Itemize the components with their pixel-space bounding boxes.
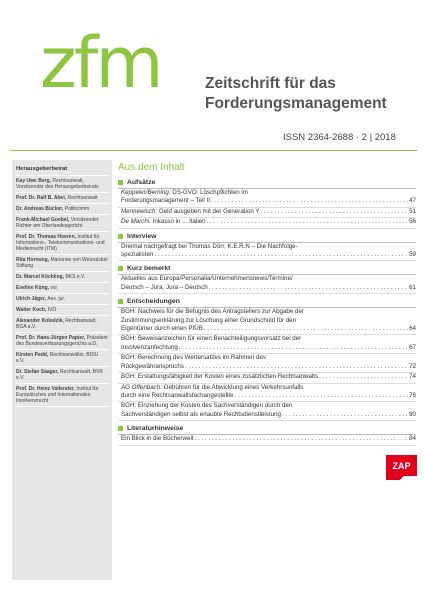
leader-dots <box>211 197 408 205</box>
toc-entry[interactable] <box>118 275 416 294</box>
title-line-2: Forderungsmanagement <box>205 95 387 112</box>
toc-entry[interactable] <box>118 384 416 403</box>
leader-dots <box>154 251 408 259</box>
advisory-board-list <box>16 176 108 407</box>
member-name: Ulrich Jäger, <box>16 296 48 302</box>
entry-text: BGH: Nachweis für die Befugnis des Antragstellers zur Abgabe der <box>121 308 304 316</box>
entry-text: BGH: Berechnung des Wertersatzes im Rahmen des <box>121 354 267 362</box>
member-role: Politicomm <box>64 206 90 212</box>
advisory-board-member <box>16 294 108 305</box>
toc-entry[interactable] <box>118 402 416 421</box>
member-role: Ass. jur. <box>47 296 66 302</box>
toc-section <box>118 232 416 262</box>
toc-section <box>118 178 416 229</box>
member-name: Prof. Dr. Heinz Vallender, <box>16 386 77 392</box>
leader-dots <box>234 392 408 400</box>
advisory-board-sidebar <box>12 160 112 580</box>
publisher-logo: ZAP <box>386 455 417 476</box>
entry-text: Aktuelles aus Europa/Personalia/Unternehmensnews/Termine/ <box>121 275 293 283</box>
header-divider <box>10 150 417 151</box>
issn-info: ISSN 2364-2688 · 2 | 2018 <box>283 132 396 143</box>
advisory-board-member <box>16 305 108 316</box>
advisory-board-member <box>16 193 108 204</box>
entry-text: Ein Blick in die Bücherwelt <box>121 435 194 443</box>
advisory-board-member <box>16 215 108 232</box>
entry-text: Inkasso in ... Italien <box>152 218 206 226</box>
toc-section <box>118 424 416 445</box>
leader-dots <box>261 208 409 216</box>
toc-entry[interactable] <box>118 218 416 228</box>
section-title: Literaturhinweise <box>127 425 184 433</box>
toc-entry[interactable] <box>118 354 416 373</box>
entry-page: 74 <box>409 373 416 381</box>
entry-text: BGH: Einziehung der Kosten des Sachverständigen durch den <box>121 402 293 410</box>
entry-page: 61 <box>409 283 416 291</box>
member-role: Präsident des Bundesverfassungsgerichts a.D. <box>16 335 108 347</box>
bullet-square-icon <box>118 180 123 185</box>
toc-entry[interactable] <box>118 435 416 445</box>
entry-author: Keppeler/Berning: <box>121 189 173 196</box>
entry-text: spezialisten <box>121 251 154 259</box>
entry-text: DS-GVO: Löschpflichten im <box>172 189 248 196</box>
member-name: Kirsten Pedd, <box>16 352 50 358</box>
section-heading <box>118 297 416 308</box>
leader-dots <box>209 284 408 292</box>
section-heading <box>118 264 416 275</box>
entry-page: 51 <box>409 207 416 215</box>
bullet-square-icon <box>118 299 123 304</box>
member-name: Prof. Dr. Hans-Jürgen Papier, <box>16 335 87 341</box>
section-title: Aufsätze <box>127 179 156 186</box>
section-heading <box>118 178 416 189</box>
member-name: Dr. Andreas Bücker, <box>16 206 65 212</box>
advisory-board-member <box>16 232 108 255</box>
entry-page: 64 <box>409 325 416 333</box>
toc-entry[interactable] <box>118 308 416 335</box>
member-role: Rechtsanwalt <box>67 195 98 201</box>
journal-logo: zfm <box>40 22 161 104</box>
member-name: Rita Hornung, <box>16 257 51 263</box>
sidebar-heading: Herausgeberbeirat <box>16 164 108 176</box>
advisory-board-member <box>16 204 108 215</box>
contents-heading: Aus dem Inhalt <box>118 162 185 173</box>
advisory-board-member <box>16 176 108 193</box>
entry-text: durch eine Rechtsanwaltsfachangestellte <box>121 391 234 399</box>
entry-page: 80 <box>409 410 416 418</box>
advisory-board-member <box>16 333 108 350</box>
member-name: Walter Koch, <box>16 307 48 313</box>
member-name: Dr. Stefan Saager, <box>16 369 60 375</box>
advisory-board-member <box>16 384 108 407</box>
journal-title <box>205 74 415 114</box>
leader-dots <box>195 435 409 443</box>
section-title: Interview <box>127 232 157 240</box>
member-role: Institut für Informations-, Telekommunikations- und Medienrecht (ITM) <box>16 234 105 252</box>
member-role: Rechtsanwalt, BVR e.V. <box>16 369 103 381</box>
leader-dots <box>204 325 408 333</box>
member-role: IVO <box>47 307 57 313</box>
entry-text: Geld ausgeben mit der Generation Y <box>158 207 260 215</box>
member-role: Rechtsanwalt, Vorsitzender des Herausgeberbeirats <box>16 178 99 190</box>
toc-entry[interactable] <box>118 189 416 208</box>
toc-section <box>118 264 416 294</box>
toc-entry[interactable] <box>118 335 416 354</box>
entry-page: 84 <box>409 435 416 443</box>
toc-section <box>118 297 416 421</box>
leader-dots <box>319 373 408 381</box>
entry-author: AG Offenbach: <box>121 383 164 391</box>
member-name: Prof. Dr. Ralf B. Abel, <box>16 195 68 201</box>
entry-text: Rückgewähranspruchs <box>121 362 184 370</box>
section-heading <box>118 424 416 435</box>
entry-page: 72 <box>409 362 416 370</box>
advisory-board-member <box>16 272 108 283</box>
entry-page: 59 <box>409 251 416 259</box>
member-role: vsi <box>50 285 57 291</box>
entry-author: De Marchi: <box>121 218 153 226</box>
leader-dots <box>207 218 409 226</box>
bullet-square-icon <box>118 426 123 431</box>
entry-text: Forderungsmanagement – Teil II <box>121 197 210 205</box>
table-of-contents <box>118 160 416 449</box>
advisory-board-member <box>16 255 108 272</box>
entry-page: 56 <box>409 218 416 226</box>
bullet-square-icon <box>118 234 123 239</box>
member-role: Rechtsanwältin, BDIU e.V. <box>16 352 99 364</box>
member-role: Vorsitzender Richter am Oberlandesgericht <box>16 217 99 229</box>
member-role: Institut für Europäisches und Internationales Insolvenzrecht <box>16 386 99 404</box>
title-line-1: Zeitschrift für das <box>205 75 336 92</box>
advisory-board-member <box>16 283 108 294</box>
section-title: Kurz bemerkt <box>127 265 171 273</box>
entry-text: Deutsch – Jura, Jura – Deutsch <box>121 283 208 291</box>
member-role: Rechtsanwalt, BGA e.V. <box>16 318 97 330</box>
bullet-square-icon <box>118 266 123 271</box>
entry-text: Insolvenzanfechtung <box>121 343 178 351</box>
member-name: Frank-Michael Goebel, <box>16 217 71 223</box>
entry-text: Gebühren für die Abwicklung eines Verkehrsunfalls <box>163 383 304 391</box>
advisory-board-member <box>16 316 108 333</box>
entry-text: Dreimal nachgefragt bei Thomas Dörr, K.E.R.N – Die Nachfolge- <box>121 242 298 250</box>
entry-page: 78 <box>409 391 416 399</box>
entry-text: BGH: Beweisanzeichen für einen Benachteiligungsvorsatz bei der <box>121 335 302 343</box>
member-name: Eveline Küng, <box>16 285 51 291</box>
toc-sections <box>118 178 416 446</box>
member-role: Marianne von Weizsäcker Stiftung <box>16 257 108 269</box>
entry-text: Sachverständigen selbst als erlaubte Rechtsdienstleistung <box>121 410 281 418</box>
member-name: Prof. Dr. Thomas Hoeren, <box>16 234 78 240</box>
section-title: Entscheidungen <box>127 298 180 306</box>
advisory-board-member <box>16 350 108 367</box>
toc-entry[interactable] <box>118 243 416 262</box>
entry-text: Zustimmungserklärung zur Löschung einer Grundschuld für den <box>121 316 297 324</box>
member-name: Alexander Kolodzik, <box>16 318 66 324</box>
leader-dots <box>185 363 408 371</box>
leader-dots <box>282 411 408 419</box>
entry-page: 47 <box>409 197 416 205</box>
entry-page: 67 <box>409 343 416 351</box>
leader-dots <box>179 344 408 352</box>
entry-text: Eigentümer durch einen PfÜB <box>121 325 203 333</box>
advisory-board-member <box>16 367 108 384</box>
section-heading <box>118 232 416 243</box>
member-name: Kay Uwe Berg, <box>16 178 53 184</box>
entry-author: Mennewisch: <box>121 207 159 215</box>
toc-entry[interactable] <box>118 373 416 383</box>
member-role: BKS e.V. <box>65 274 86 280</box>
entry-text: BGH: Erstattungsfähigkeit der Kosten eines zusätzlichen Rechtsanwalts <box>121 373 319 381</box>
toc-entry[interactable] <box>118 208 416 218</box>
member-name: Dr. Marcel Köchling, <box>16 274 66 280</box>
